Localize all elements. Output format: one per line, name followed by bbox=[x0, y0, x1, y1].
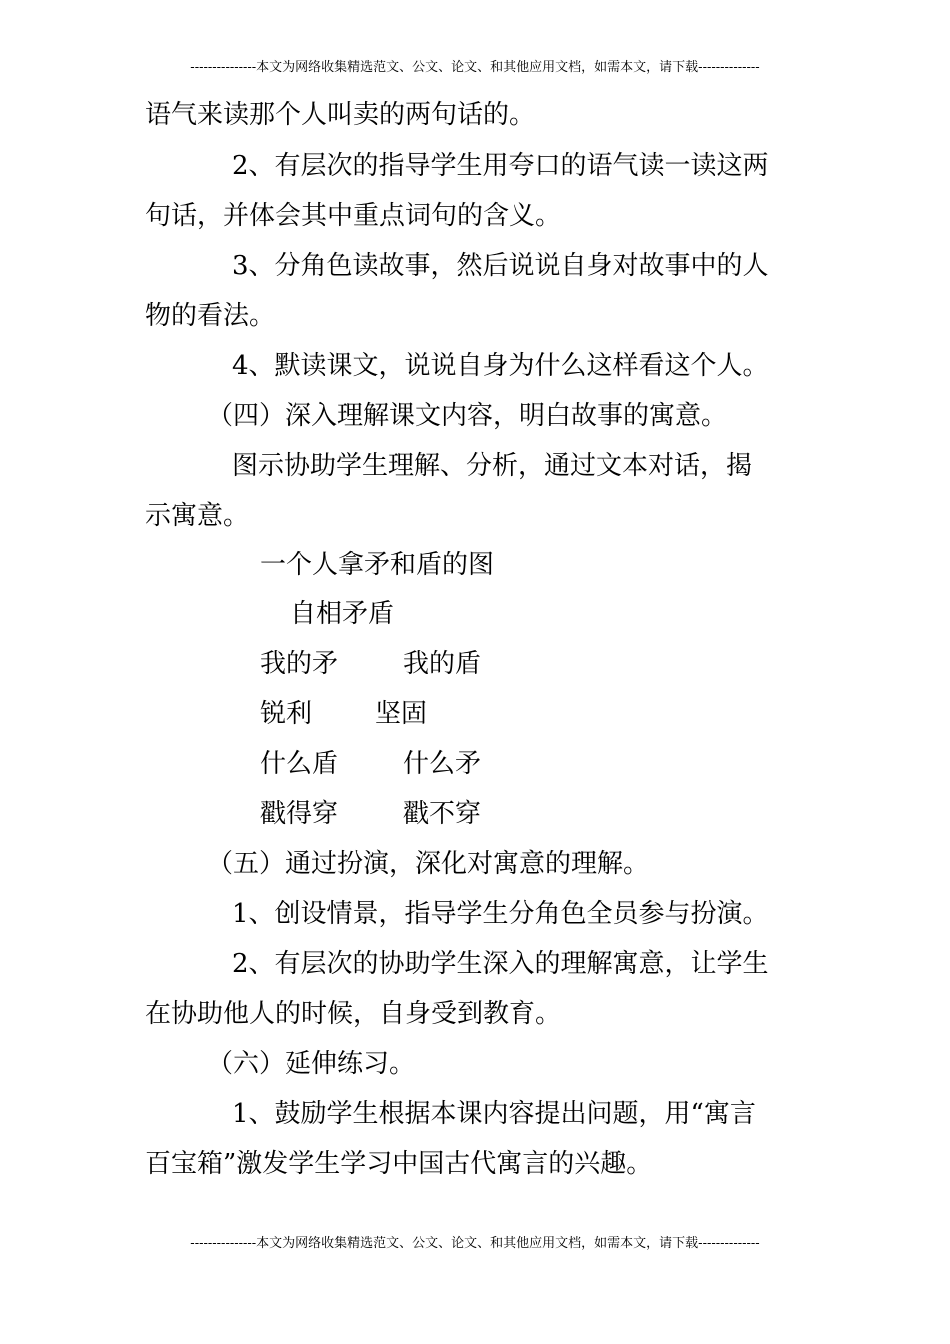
paragraph-line: 1、鼓励学生根据本课内容提出问题，用“寓言 bbox=[232, 1099, 756, 1129]
diagram-row-right: 什么矛 bbox=[403, 749, 482, 779]
diagram-row-left: 什么盾 bbox=[260, 749, 339, 779]
diagram-row-left: 锐利 bbox=[260, 699, 313, 729]
page-footer: ---------------本文为网络收集精选范文、公文、论文、和其他应用文档，如需本文，请下载-------------- bbox=[190, 1236, 760, 1251]
diagram-title: 自相矛盾 bbox=[290, 599, 395, 629]
diagram-row-right: 我的盾 bbox=[403, 649, 482, 679]
diagram-row-right: 戳不穿 bbox=[403, 799, 482, 829]
diagram-row bbox=[260, 747, 482, 781]
paragraph-line: 句话，并体会其中重点词句的含义。 bbox=[145, 201, 562, 231]
paragraph-line: 1、创设情景，指导学生分角色全员参与扮演。 bbox=[232, 899, 769, 929]
section-heading: （五）通过扮演，深化对寓意的理解。 bbox=[207, 849, 650, 879]
paragraph-line: 4、默读课文，说说自身为什么这样看这个人。 bbox=[232, 351, 769, 381]
section-heading: （四）深入理解课文内容，明白故事的寓意。 bbox=[207, 401, 728, 431]
diagram-row-right: 坚固 bbox=[375, 699, 428, 729]
diagram-row bbox=[260, 797, 482, 831]
diagram-row-left: 我的矛 bbox=[260, 649, 339, 679]
diagram-row bbox=[260, 647, 482, 681]
paragraph-line: 在协助他人的时候，自身受到教育。 bbox=[145, 999, 562, 1029]
paragraph-line: 图示协助学生理解、分析，通过文本对话，揭 bbox=[232, 451, 753, 481]
paragraph-line: 3、分角色读故事，然后说说自身对故事中的人 bbox=[232, 251, 769, 281]
section-heading: （六）延伸练习。 bbox=[207, 1049, 416, 1079]
paragraph-line: 2、有层次的协助学生深入的理解寓意，让学生 bbox=[232, 949, 769, 979]
diagram-row-left: 戳得穿 bbox=[260, 799, 339, 829]
paragraph-line: 物的看法。 bbox=[145, 301, 276, 331]
paragraph-line: 语气来读那个人叫卖的两句话的。 bbox=[145, 100, 536, 130]
page-header: ---------------本文为网络收集精选范文、公文、论文、和其他应用文档，如需本文，请下载-------------- bbox=[190, 60, 760, 75]
paragraph-line: 示寓意。 bbox=[145, 501, 250, 531]
diagram-row bbox=[260, 697, 428, 731]
paragraph-line: 百宝箱”激发学生学习中国古代寓言的兴趣。 bbox=[145, 1149, 653, 1179]
paragraph-line: 2、有层次的指导学生用夸口的语气读一读这两 bbox=[232, 151, 769, 181]
diagram-caption: 一个人拿矛和盾的图 bbox=[260, 550, 495, 580]
